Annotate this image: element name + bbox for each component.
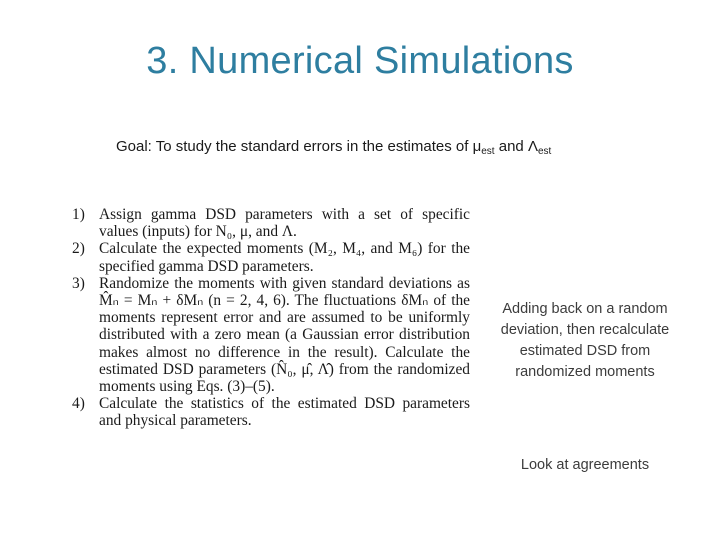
annotation-agreements: Look at agreements [520, 457, 650, 473]
step-item [72, 275, 470, 395]
step-number: 2) [72, 240, 85, 258]
step-number: 4) [72, 395, 85, 413]
procedure-steps [72, 206, 470, 430]
annotation-randomization: Adding back on a random deviation, then recalculate estimated DSD from randomized moments [500, 301, 670, 380]
step-text: Calculate the statistics of the estimated DSD parameters and physical parameters. [99, 395, 470, 430]
mu-symbol: μ [472, 138, 482, 155]
goal-text: Goal: To study the standard errors in the estimates of [116, 138, 473, 155]
step-item [72, 206, 470, 240]
step-number: 1) [72, 206, 85, 223]
step-item [72, 395, 470, 429]
step-item [72, 240, 470, 274]
step-text: Assign gamma DSD parameters with a set of specific values (inputs) for N₀, μ, and Λ. [99, 206, 470, 241]
lambda-symbol: Λ [527, 138, 538, 155]
goal-statement [116, 138, 696, 157]
step-text: Randomize the moments with given standard deviations as M̂ₙ = Mₙ + δMₙ (n = 2, 4, 6). The fluctuations δMₙ of the moments represent error and are assumed to be uniformly distributed with a zero mean (a Gaussian error distribution makes almost no difference in the result). Calculate the estimated DSD parameters (N̂₀, μ̂, Λ̂) from the randomized moments using Eqs. (3)–(5). [99, 274, 470, 396]
step-number: 3) [72, 274, 85, 292]
step-text: Calculate the expected moments (M₂, M₄, and M₆) for the specified gamma DSD parameters. [99, 240, 470, 275]
lambda-subscript: est [537, 146, 552, 157]
mu-subscript: est [481, 146, 495, 157]
slide-title: 3. Numerical Simulations [146, 40, 574, 82]
goal-and: and [494, 138, 528, 155]
